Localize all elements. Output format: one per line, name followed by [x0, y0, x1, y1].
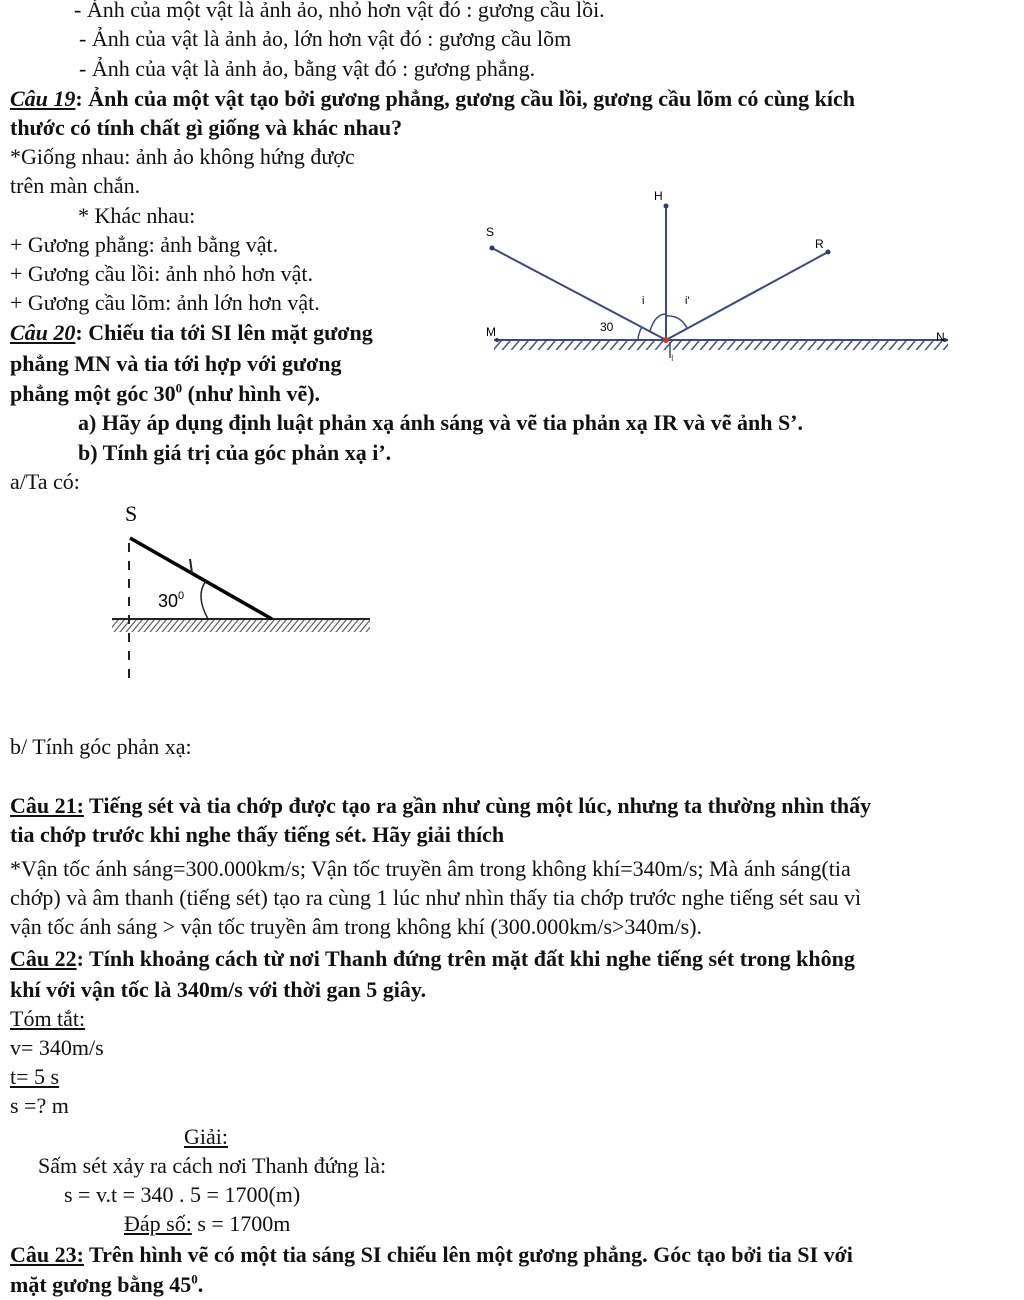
q19-answer-diff-heading: * Khác nhau: — [78, 203, 196, 228]
q23-question-line1: Câu 23: Trên hình vẽ có một tia sáng SI chiếu lên một gương phẳng. Góc tạo bởi tia SI với — [10, 1242, 853, 1267]
mirror-hatching — [494, 341, 948, 350]
q22-question-line1: Câu 22: Tính khoảng cách từ nơi Thanh đứng trên mặt đất khi nghe tiếng sét trong không — [10, 946, 855, 971]
q20-answer-b-label: b/ Tính góc phản xạ: — [10, 734, 192, 759]
q22-solution-line1: Sấm sét xảy ra cách nơi Thanh đứng là: — [38, 1153, 387, 1178]
q20-label: Câu 20 — [10, 320, 76, 345]
q22-given-v: v= 340m/s — [10, 1035, 104, 1060]
q19-answer-plane: + Gương phẳng: ảnh bằng vật. — [10, 232, 279, 257]
q19-answer-concave: + Gương cầu lõm: ảnh lớn hơn vật. — [10, 290, 320, 315]
angle-arc-i — [650, 314, 666, 331]
sketch-angle-arc — [201, 581, 208, 619]
q21-answer-line1: *Vận tốc ánh sáng=300.000km/s; Vận tốc truyền âm trong không khí=340m/s; Mà ánh sáng(tia — [10, 856, 851, 881]
reflection-diagram — [470, 180, 970, 370]
point-I — [663, 337, 669, 343]
label-I: I — [671, 353, 674, 363]
label-i: i — [642, 295, 645, 307]
q20-question-line2: phẳng MN và tia tới hợp với gương — [10, 351, 342, 376]
q19-question-line2: thước có tính chất gì giống và khác nhau? — [10, 115, 403, 140]
q21-answer-line3: vận tốc ánh sáng > vận tốc truyền âm trong không khí (300.000km/s>340m/s). — [10, 914, 703, 939]
sketch-mirror-hatching — [112, 620, 370, 632]
q21-question-line2: tia chớp trước khi nghe thấy tiếng sét. Hãy giải thích — [10, 822, 505, 847]
answer-sketch-diagram — [100, 495, 390, 695]
q20-answer-a-label: a/Ta có: — [10, 469, 80, 494]
point-H — [664, 204, 669, 209]
sketch-label-S: S — [125, 501, 138, 526]
q20-question-line3: phẳng một góc $30^0$ (như hình vẽ). — [10, 380, 321, 406]
angle-arc-30 — [638, 327, 642, 340]
q19-answer-same-cont: trên màn chắn. — [10, 173, 141, 198]
q23-label: Câu 23: — [10, 1242, 84, 1267]
q22-solution-label: Giải: — [184, 1124, 228, 1149]
q22-summary-label: Tóm tắt: — [10, 1006, 86, 1031]
q22-solution-formula: s = v.t = 340 . 5 = 1700(m) — [64, 1182, 301, 1207]
q21-question-line1: Câu 21: Tiếng sét và tia chớp được tạo ra gần như cùng một lúc, nhưng ta thường nhìn thấy — [10, 793, 872, 818]
point-S — [490, 246, 495, 251]
q23-question-line2: mặt gương bằng $45^0$. — [10, 1271, 204, 1297]
intro-line-plane: - Ảnh của vật là ảnh ảo, bằng vật đó : gương phẳng. — [79, 56, 536, 81]
q19-answer-same: *Giống nhau: ảnh ảo không hứng được — [10, 144, 355, 169]
sketch-label-angle: $30^0$ — [158, 590, 185, 611]
sketch-incident-ray — [130, 538, 272, 619]
q22-find-s: s =? m — [10, 1093, 69, 1118]
q22-label: Câu 22 — [10, 946, 77, 971]
q20-part-b: b) Tính giá trị của góc phản xạ i’. — [78, 440, 392, 465]
label-M: M — [486, 325, 496, 339]
intro-line-convex: - Ảnh của một vật là ảnh ảo, nhỏ hơn vật đó : gương cầu lồi. — [74, 0, 605, 22]
incident-ray-SI — [492, 248, 666, 340]
q19-label: Câu 19 — [10, 86, 76, 111]
q19-question-line1: Câu 19: Ảnh của một vật tạo bởi gương phẳng, gương cầu lồi, gương cầu lõm có cùng kích — [10, 86, 856, 111]
q20-part-a: a) Hãy áp dụng định luật phản xạ ánh sáng và vẽ tia phản xạ IR và vẽ ảnh S’. — [78, 410, 804, 435]
label-angle-30: 30 — [600, 320, 614, 334]
q20-question-line1: Câu 20: Chiếu tia tới SI lên mặt gương — [10, 320, 373, 345]
q22-question-line2: khí với vận tốc là 340m/s với thời gan 5 giây. — [10, 977, 427, 1002]
q22-final-answer: Đáp số: s = 1700m — [124, 1211, 291, 1236]
label-H: H — [654, 189, 663, 203]
q22-given-t: t= 5 s — [10, 1064, 60, 1089]
q21-label: Câu 21: — [10, 793, 84, 818]
q19-answer-convex: + Gương cầu lồi: ảnh nhỏ hơn vật. — [10, 261, 313, 286]
label-N: N — [936, 330, 945, 344]
angle-arc-i-prime — [666, 316, 687, 328]
label-S: S — [486, 225, 495, 239]
q21-answer-line2: chớp) và âm thanh (tiếng sét) tạo ra cùng 1 lúc như nhìn thấy tia chớp trước nghe tiếng sét sau vì — [10, 885, 862, 910]
label-i-prime: i' — [685, 295, 690, 307]
point-R — [826, 250, 831, 255]
label-R: R — [815, 237, 824, 251]
q22-answer-label: Đáp số: — [124, 1211, 192, 1236]
intro-line-concave: - Ảnh của vật là ảnh ảo, lớn hơn vật đó : gương cầu lõm — [79, 26, 572, 51]
reflected-ray-IR — [666, 252, 828, 340]
